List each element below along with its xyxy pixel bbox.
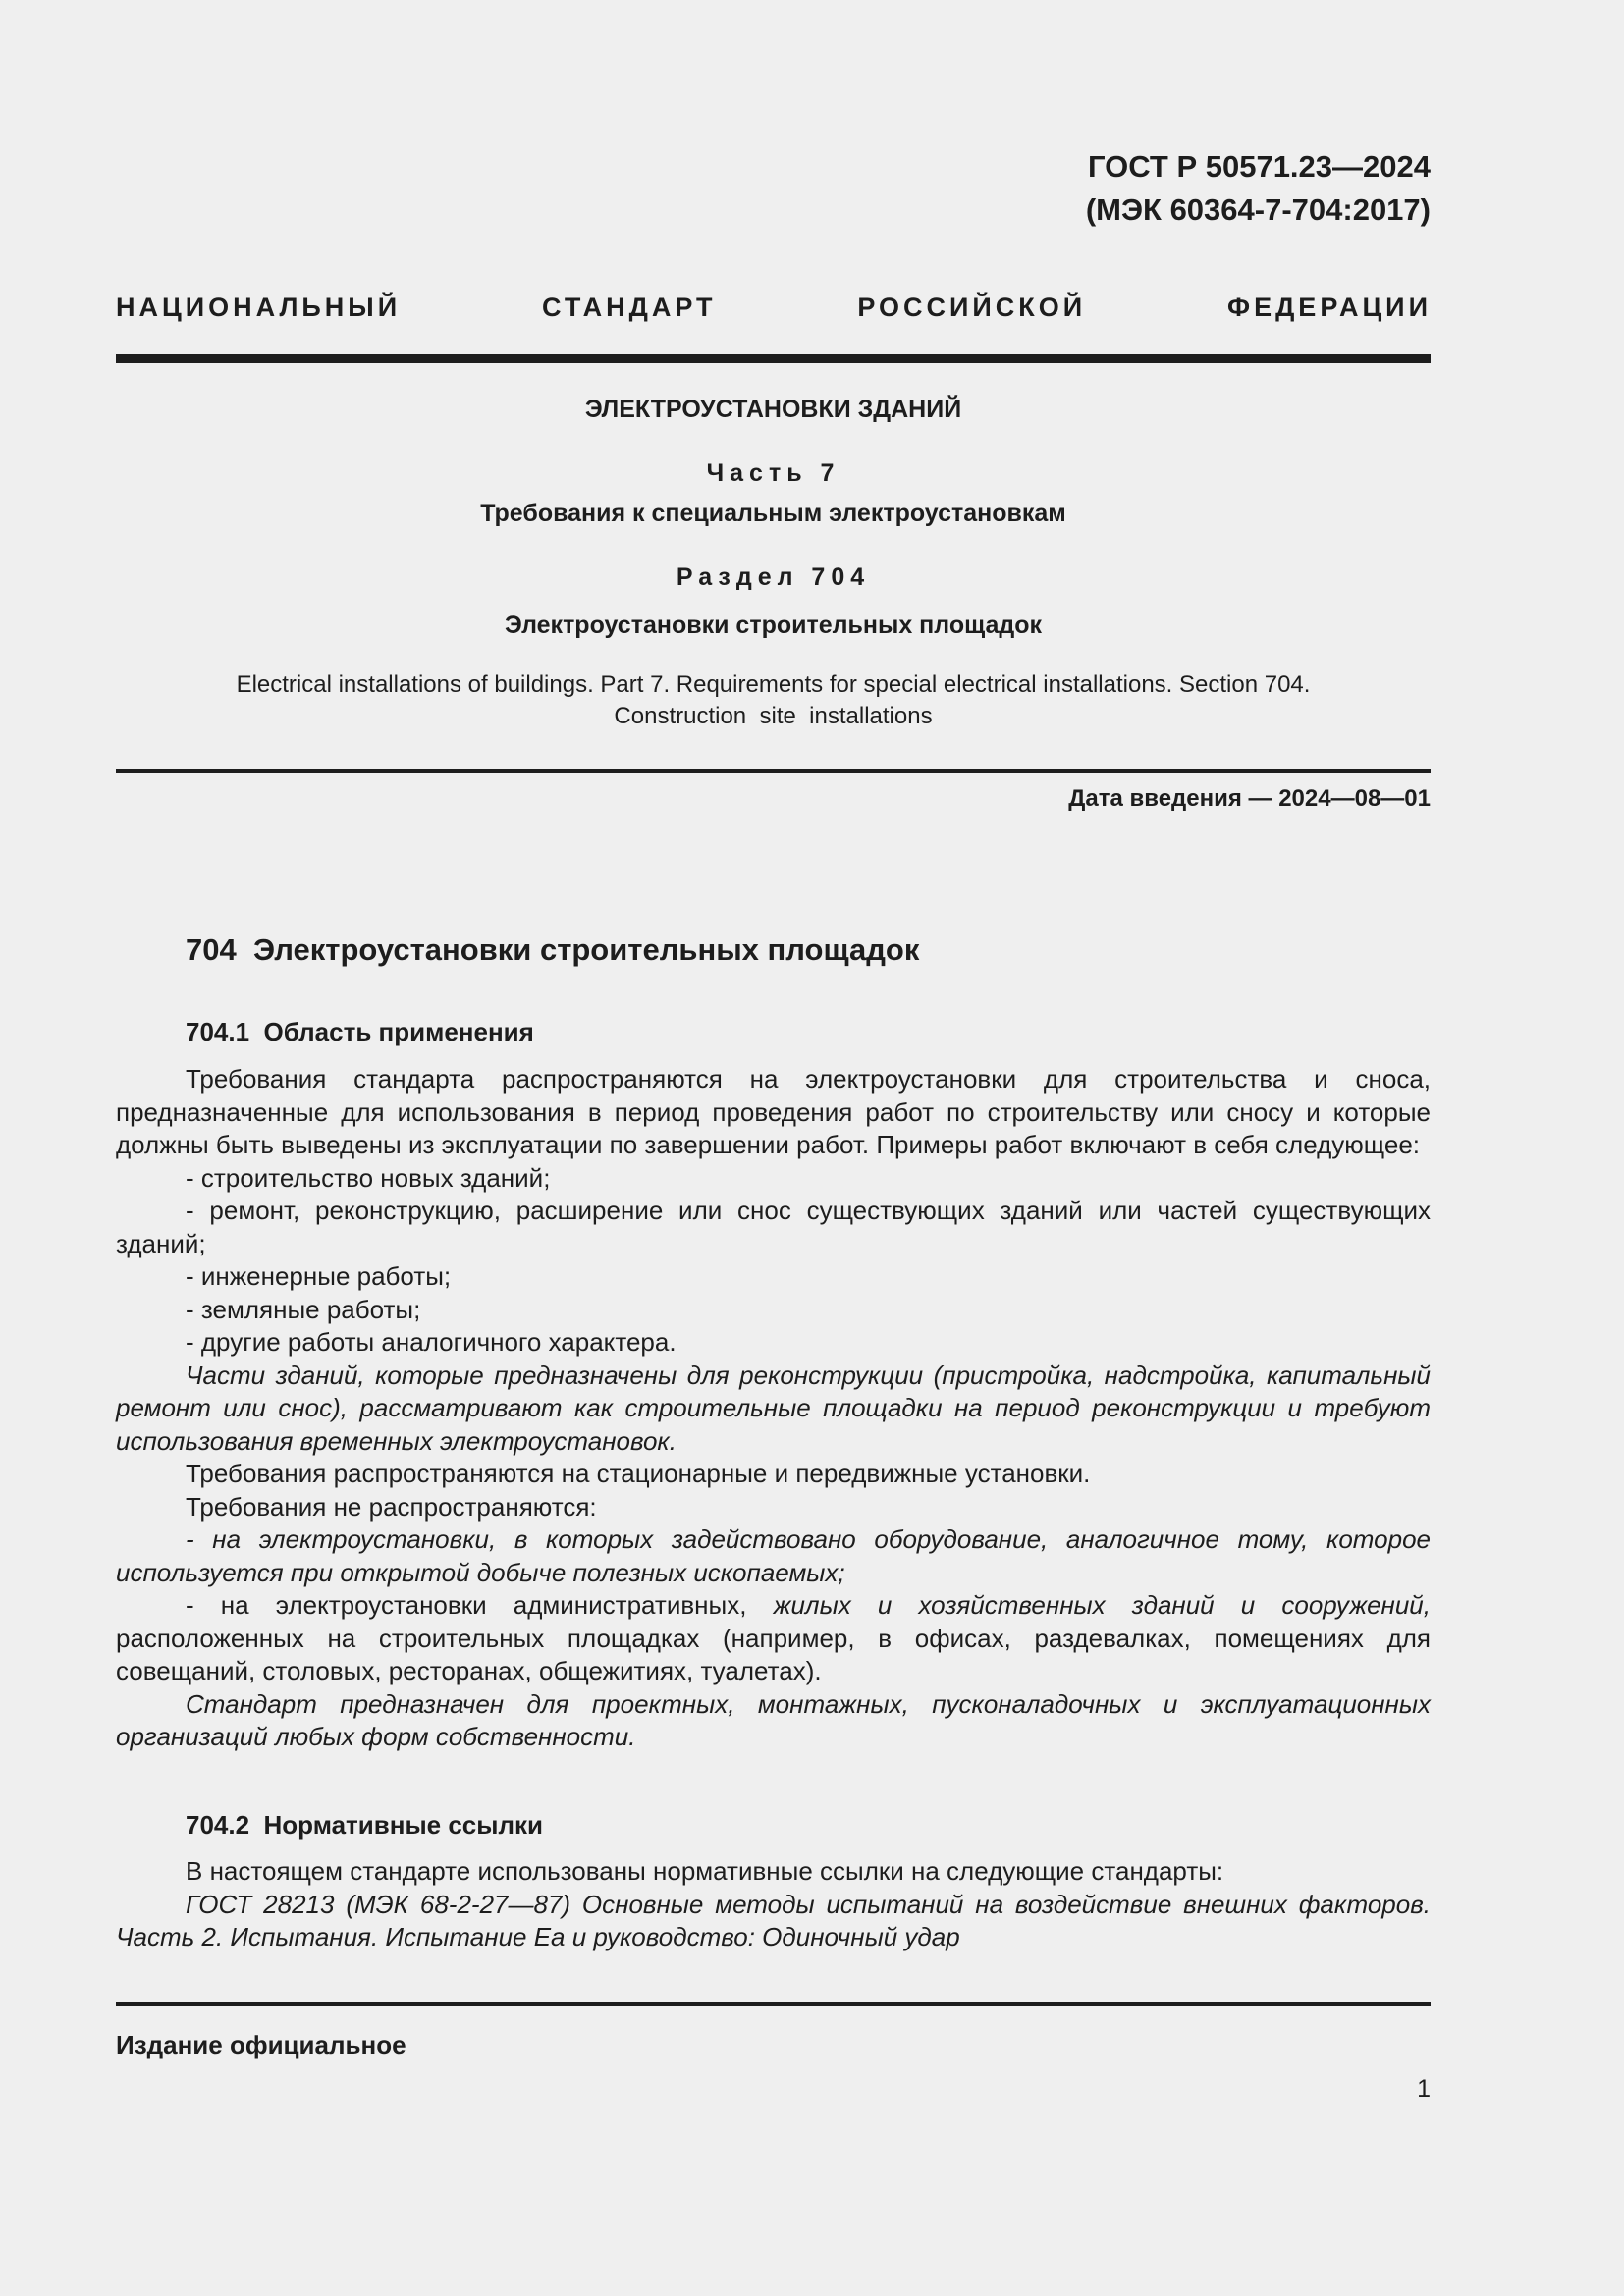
document-number-block	[1086, 145, 1431, 232]
list-item: - земляные работы;	[186, 1294, 421, 1324]
national-standard-banner: НАЦИОНАЛЬНЫЙ СТАНДАРТ РОССИЙСКОЙ ФЕДЕРАЦИИ	[116, 293, 1432, 322]
part-title: Требования к специальным электроустановкам	[480, 500, 1066, 527]
gost-number: ГОСТ Р 50571.23—2024	[1088, 149, 1431, 184]
list-item: - строительство новых зданий;	[186, 1162, 551, 1193]
section-label: Раздел 704	[676, 563, 871, 591]
header-thick-rule	[116, 354, 1431, 363]
list-item: - другие работы аналогичного характера.	[186, 1327, 677, 1357]
english-title	[116, 669, 1431, 732]
reference-gost-28213: ГОСТ 28213 (МЭК 68-2-27—87) Основные методы испытаний на воздействие внешних факторов. Часть 2. Испытания. Испытание Еа и руководство: Одиночный удар	[116, 1889, 1431, 1951]
applies-paragraph: Требования распространяются на стационарные и передвижные установки.	[186, 1459, 1091, 1488]
scope-text	[116, 1063, 1431, 1754]
introduction-date: Дата введения — 2024—08—01	[1068, 785, 1431, 812]
main-title: ЭЛЕКТРОУСТАНОВКИ ЗДАНИЙ	[584, 396, 962, 423]
list-item: - ремонт, реконструкцию, расширение или снос существующих зданий или частей существующих зданий;	[116, 1196, 1431, 1258]
page-number: 1	[1417, 2075, 1431, 2103]
iec-number: (МЭК 60364-7-704:2017)	[1085, 192, 1431, 227]
exclusion-item-2	[116, 1589, 1431, 1688]
references-text	[116, 1855, 1431, 1954]
clause-704-1-heading: 704.1 Область применения	[186, 1017, 534, 1046]
reconstruction-note-paragraph: Части зданий, которые предназначены для реконструкции (пристройка, надстройка, капитальный ремонт или снос), рассматривают как строительные площадки на период реконструкции и требуют использования временных электроустановок.	[116, 1360, 1431, 1456]
english-title-line-2: Construction site installations	[614, 703, 933, 729]
exclusion-2-prefix: - на электроустановки административных,	[186, 1590, 774, 1620]
not-applies-paragraph: Требования не распространяются:	[186, 1491, 597, 1522]
part-label: Часть 7	[706, 459, 840, 487]
title-bottom-rule	[116, 769, 1431, 773]
english-title-line-1: Electrical installations of buildings. Part 7. Requirements for special electrical installations. Section 704.	[236, 671, 1311, 698]
exclusion-2-suffix: расположенных на строительных площадках (например, в офисах, раздевалках, помещениях для совещаний, столовых, ресторанах, общежитиях, туалетах).	[116, 1623, 1431, 1685]
section-title: Электроустановки строительных площадок	[504, 612, 1043, 639]
clause-704-heading: 704 Электроустановки строительных площадок	[186, 933, 920, 967]
official-edition-label: Издание официальное	[116, 2030, 406, 2059]
list-item: - инженерные работы;	[186, 1261, 452, 1291]
references-intro-paragraph: В настоящем стандарте использованы нормативные ссылки на следующие стандарты:	[186, 1856, 1224, 1886]
exclusion-2-italic: жилых и хозяйственных зданий и сооружений,	[773, 1590, 1431, 1620]
exclusion-item-1: - на электроустановки, в которых задействовано оборудование, аналогичное тому, которое используется при открытой добыче полезных ископаемых;	[116, 1524, 1431, 1587]
scope-intro-paragraph: Требования стандарта распространяются на электроустановки для строительства и сноса, предназначенные для использования в период проведения работ по строительству или сносу и которые должны быть выведены из эксплуатации по завершении работ. Примеры работ включают в себя следующее:	[116, 1064, 1431, 1159]
clause-704-2-heading: 704.2 Нормативные ссылки	[186, 1810, 543, 1840]
intended-users-paragraph: Стандарт предназначен для проектных, монтажных, пусконаладочных и эксплуатационных организаций любых форм собственности.	[116, 1688, 1431, 1751]
footer-rule	[116, 2002, 1431, 2006]
